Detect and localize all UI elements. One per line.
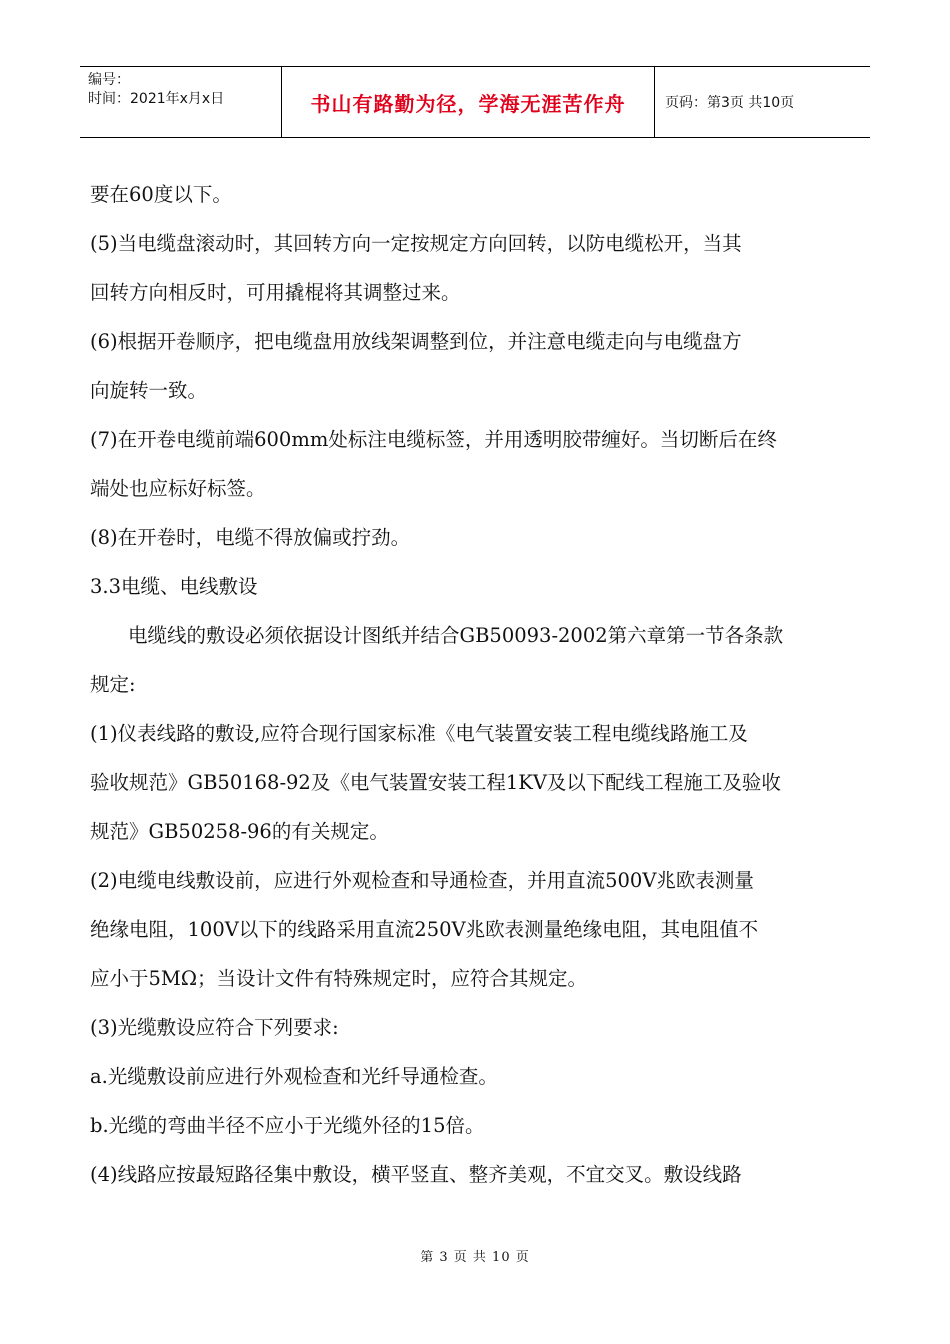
body-line: 绝缘电阻，100V以下的线路采用直流250V兆欧表测量绝缘电阻，其电阻值不: [90, 918, 759, 941]
body-line: a.光缆敷设前应进行外观检查和光纤导通检查。: [90, 1065, 498, 1088]
body-line: 规范》GB50258-96的有关规定。: [90, 820, 389, 843]
body-line: b.光缆的弯曲半径不应小于光缆外径的15倍。: [90, 1114, 485, 1137]
header-motto-cell: [282, 67, 655, 137]
section-heading: 3.3电缆、电线敷设: [90, 575, 258, 598]
page-footer: 第 3 页 共 10 页: [420, 1250, 530, 1265]
body-line: (7)在开卷电缆前端600mm处标注电缆标签，并用透明胶带缠好。当切断后在终: [90, 428, 777, 451]
body-line: 验收规范》GB50168-92及《电气装置安装工程1KV及以下配线工程施工及验收: [90, 771, 781, 794]
body-line: 电缆线的敷设必须依据设计图纸并结合GB50093-2002第六章第一节各条款: [128, 624, 784, 647]
body-line: (5)当电缆盘滚动时，其回转方向一定按规定方向回转，以防电缆松开，当其: [90, 232, 742, 255]
body-line: (4)线路应按最短路径集中敷设，横平竖直、整齐美观，不宜交叉。敷设线路: [90, 1163, 742, 1186]
body-line: 端处也应标好标签。: [90, 477, 266, 500]
body-line: 回转方向相反时，可用撬棍将其调整过来。: [90, 281, 461, 304]
body-line: 向旋转一致。: [90, 379, 208, 402]
header-meta: [80, 67, 282, 137]
body-line: (8)在开卷时，电缆不得放偏或拧劲。: [90, 526, 411, 549]
page-header: [80, 66, 870, 138]
document-body: [90, 170, 862, 1199]
header-page-info: 页码：第3页 共10页: [665, 95, 795, 111]
body-line: (6)根据开卷顺序，把电缆盘用放线架调整到位，并注意电缆走向与电缆盘方: [90, 330, 742, 353]
body-line: (2)电缆电线敷设前，应进行外观检查和导通检查，并用直流500V兆欧表测量: [90, 869, 754, 892]
body-line: 规定:: [90, 673, 136, 696]
body-line: 要在60度以下。: [90, 183, 232, 206]
motto-text: 书山有路勤为径，学海无涯苦作舟: [310, 91, 626, 116]
body-line: (1)仪表线路的敷设,应符合现行国家标准《电气装置安装工程电缆线路施工及: [90, 722, 748, 745]
body-line: (3)光缆敷设应符合下列要求:: [90, 1016, 339, 1039]
serial-number-label: 编号：: [88, 72, 130, 88]
date-label: 时间：2021年x月x日: [88, 91, 225, 107]
body-line: 应小于5MΩ；当设计文件有特殊规定时，应符合其规定。: [90, 967, 588, 990]
